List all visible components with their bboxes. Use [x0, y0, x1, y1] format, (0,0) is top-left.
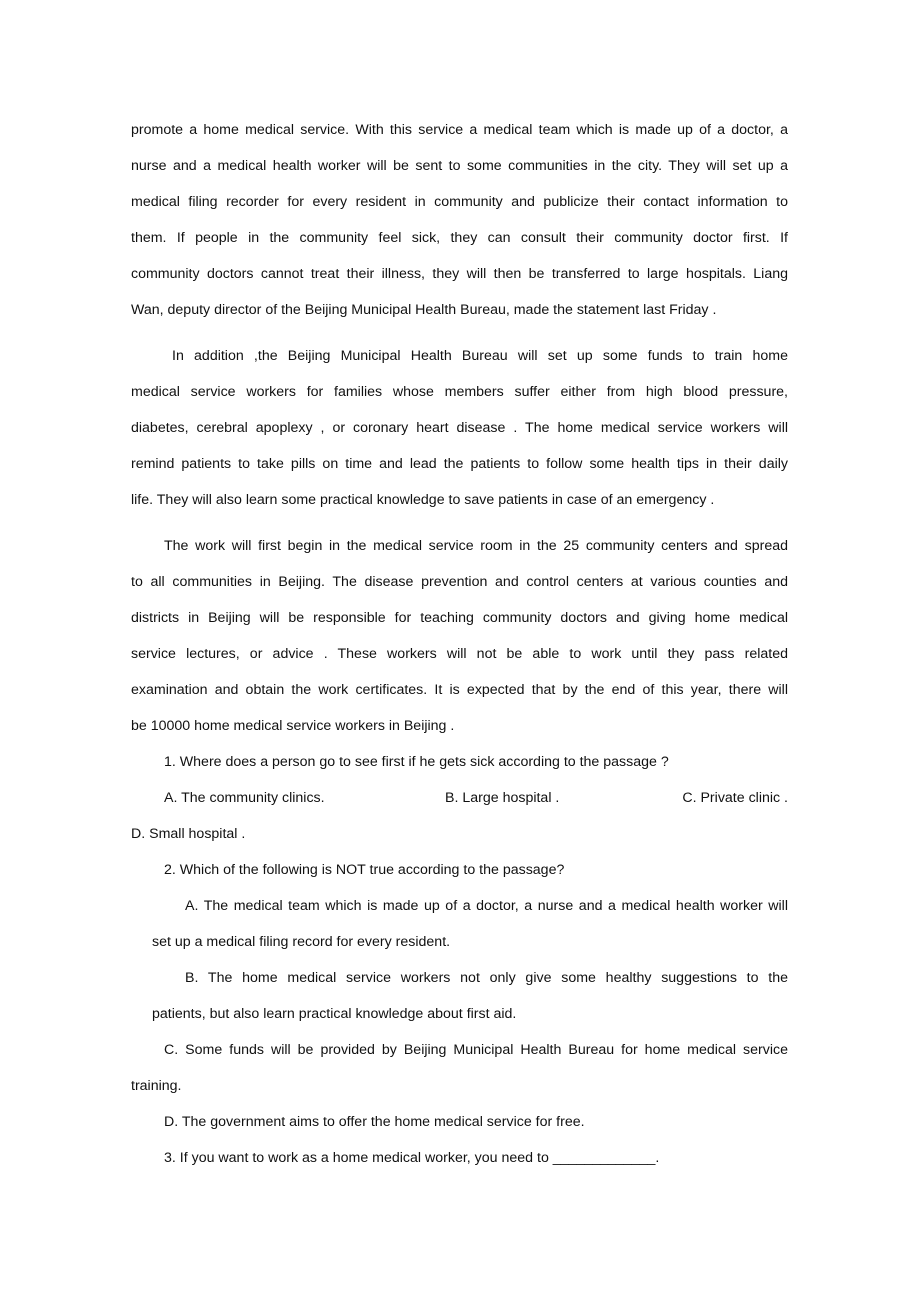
- text-line: diabetes, cerebral apoplexy , or coronary heart disease . The home medical service workers will: [131, 420, 788, 436]
- text-line: nurse and a medical health worker will be sent to some communities in the city. They will set up a: [131, 158, 788, 174]
- paragraph-1: [131, 112, 788, 328]
- text-line: In addition ,the Beijing Municipal Health Bureau will set up some funds to train home: [172, 348, 788, 364]
- option-b: B. Large hospital .: [445, 790, 560, 806]
- text-line: Wan, deputy director of the Beijing Municipal Health Bureau, made the statement last Friday .: [131, 302, 717, 318]
- document-page: [131, 112, 788, 1176]
- option-c: C. Some funds will be provided by Beijing Municipal Health Bureau for home medical service: [164, 1042, 788, 1058]
- text-line: them. If people in the community feel sick, they can consult their community doctor first. If: [131, 230, 788, 246]
- text-line: The work will first begin in the medical service room in the 25 community centers and spread: [164, 538, 788, 554]
- option-b-cont: patients, but also learn practical knowledge about first aid.: [152, 1006, 517, 1022]
- question-3: [131, 1140, 788, 1176]
- question-stem: 3. If you want to work as a home medical worker, you need to _____________.: [164, 1150, 660, 1166]
- text-line: to all communities in Beijing. The disease prevention and control centers at various counties and: [131, 574, 788, 590]
- option-d: D. Small hospital .: [131, 826, 246, 842]
- question-stem: 2. Which of the following is NOT true according to the passage?: [164, 862, 565, 878]
- text-line: life. They will also learn some practical knowledge to save patients in case of an emergency .: [131, 492, 715, 508]
- option-a: A. The community clinics.: [164, 790, 325, 806]
- text-line: be 10000 home medical service workers in Beijing .: [131, 718, 455, 734]
- text-line: promote a home medical service. With this service a medical team which is made up of a doctor, a: [131, 122, 788, 138]
- text-line: examination and obtain the work certificates. It is expected that by the end of this year, there will: [131, 682, 788, 698]
- option-a: A. The medical team which is made up of a doctor, a nurse and a medical health worker will: [185, 898, 788, 914]
- text-line: service lectures, or advice . These workers will not be able to work until they pass related: [131, 646, 788, 662]
- option-a-cont: set up a medical filing record for every resident.: [152, 934, 451, 950]
- question-2: [131, 852, 788, 1140]
- question-stem: 1. Where does a person go to see first if he gets sick according to the passage ?: [164, 754, 669, 770]
- text-line: medical service workers for families whose members suffer either from high blood pressure,: [131, 384, 788, 400]
- text-line: medical filing recorder for every resident in community and publicize their contact information to: [131, 194, 788, 210]
- text-line: community doctors cannot treat their illness, they will then be transferred to large hospitals. Liang: [131, 266, 788, 282]
- options-row: [131, 780, 788, 816]
- option-c-cont: training.: [131, 1078, 182, 1094]
- paragraph-3: [131, 528, 788, 744]
- option-b: B. The home medical service workers not only give some healthy suggestions to the: [185, 970, 788, 986]
- question-1: [131, 744, 788, 852]
- option-c: C. Private clinic .: [682, 790, 788, 806]
- paragraph-2: [131, 338, 788, 518]
- text-line: districts in Beijing will be responsible for teaching community doctors and giving home medical: [131, 610, 788, 626]
- text-line: remind patients to take pills on time and lead the patients to follow some health tips in their daily: [131, 456, 788, 472]
- option-d: D. The government aims to offer the home medical service for free.: [164, 1114, 585, 1130]
